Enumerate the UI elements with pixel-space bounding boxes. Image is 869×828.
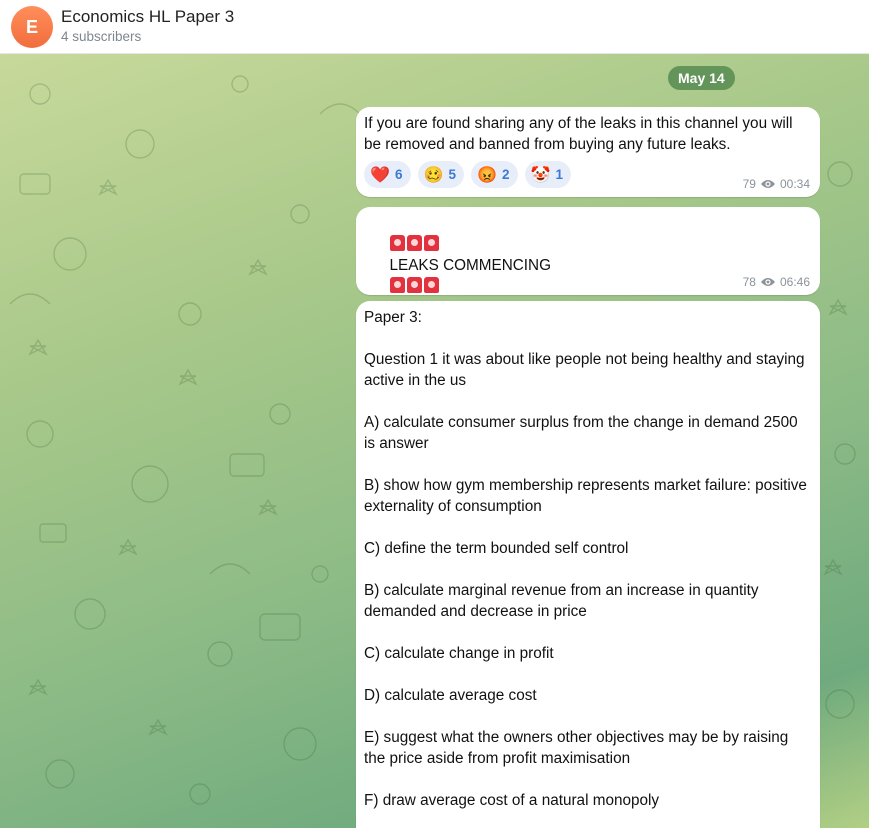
chat-area[interactable] (0, 54, 869, 828)
reaction-count: 1 (555, 167, 564, 182)
reaction-count: 2 (502, 167, 510, 182)
message-time: 06:46 (779, 275, 810, 289)
siren-icon (407, 235, 422, 251)
reaction-chip[interactable] (364, 161, 411, 188)
siren-icon (424, 277, 439, 293)
message-bubble[interactable] (356, 301, 820, 828)
message-text: Paper 3: Question 1 it was about like people not being healthy and staying active in the us A) calculate consumer surplus from the change in demand 2500 is answer B) show how gym membership represents market failure: positive externality of consumption C) define the term bounded self control B) calculate marginal revenue from an increase in quantity demanded and decrease in price C) calculate change in profit D) calculate average cost E) suggest what the owners other objectives may be by raising the price aside from profit maximisation F) draw average cost of a natural monopoly (364, 309, 807, 809)
channel-avatar[interactable]: E (11, 6, 53, 48)
reaction-count: 5 (448, 167, 457, 182)
eye-icon (760, 178, 776, 190)
siren-icon (390, 235, 405, 251)
channel-header (0, 0, 869, 54)
clown-face-icon: 🤡 (530, 166, 551, 184)
red-heart-icon: ❤️ (370, 166, 390, 184)
message-bubble[interactable] (356, 107, 820, 197)
eye-icon (760, 276, 776, 288)
angry-face-icon: 😡 (477, 166, 497, 184)
siren-icon (390, 277, 405, 293)
message-text: LEAKS COMMENCING (389, 257, 551, 274)
reaction-chip[interactable] (525, 161, 572, 188)
woozy-face-icon: 🥴 (423, 166, 444, 184)
reaction-chip[interactable] (471, 161, 518, 188)
siren-icon (407, 277, 422, 293)
view-count: 78 (742, 275, 756, 289)
date-separator: May 14 (668, 66, 735, 90)
view-count: 79 (742, 177, 756, 191)
message-time: 00:34 (779, 177, 810, 191)
channel-title[interactable]: Economics HL Paper 3 (61, 7, 235, 26)
message-meta (743, 275, 810, 289)
siren-icon (424, 235, 439, 251)
message-meta (743, 177, 810, 191)
message-text: If you are found sharing any of the leaks in this channel you will be removed and banned from buying any future leaks. (364, 115, 797, 153)
message-bubble[interactable] (356, 207, 820, 295)
subscriber-count: 4 subscribers (61, 29, 142, 44)
reaction-chip[interactable] (418, 161, 465, 188)
reaction-count: 6 (395, 167, 403, 182)
